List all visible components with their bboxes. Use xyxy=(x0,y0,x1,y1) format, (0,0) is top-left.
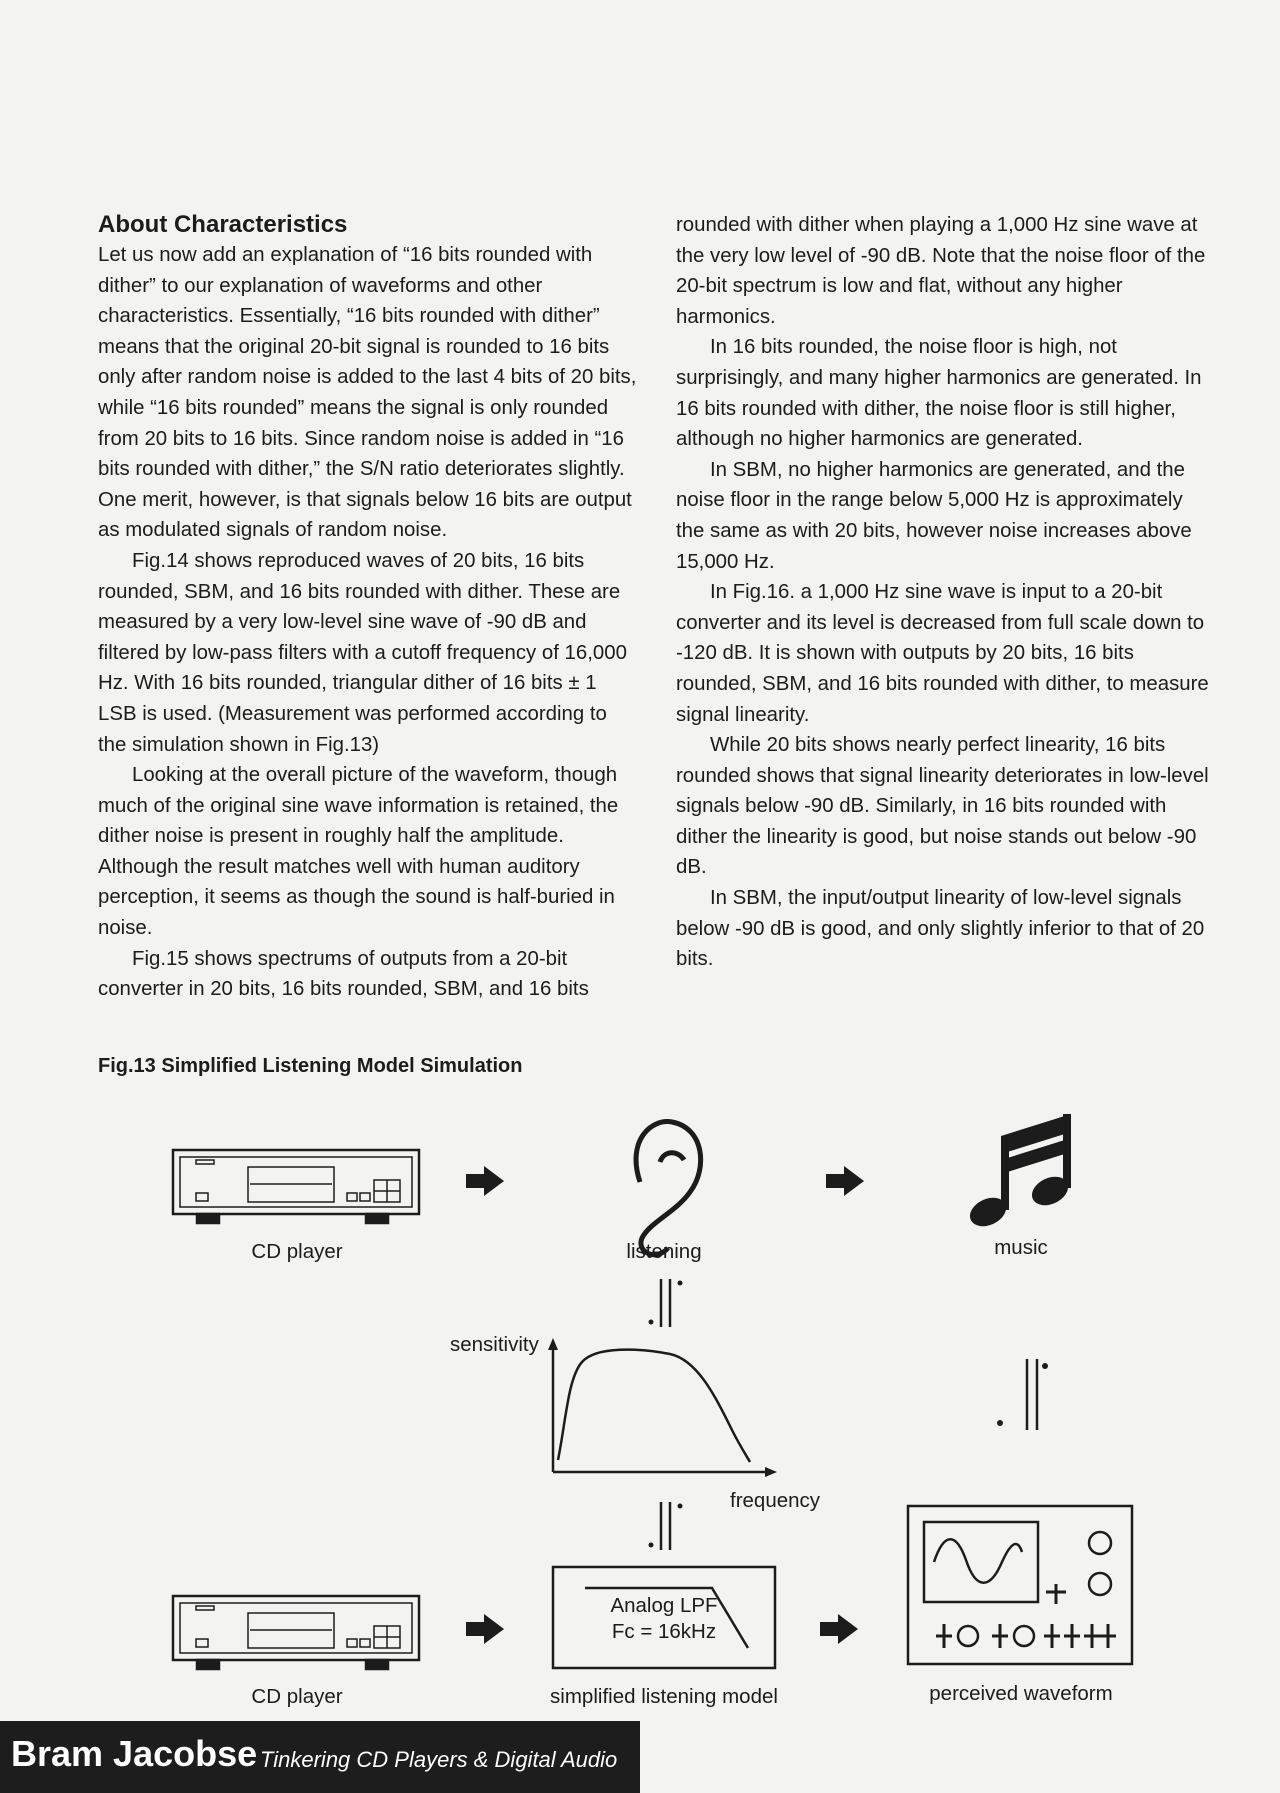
paragraph: While 20 bits shows nearly perfect linearity, 16 bits rounded shows that signal linearity deteriorates in low-level signals below -90 dB. Similarly, in 16 bits rounded with dither the linearity is good, but noise stands out below -90 dB. xyxy=(676,734,1209,879)
axis-arrow-icon xyxy=(548,1338,558,1350)
arrow-right-icon xyxy=(826,1166,864,1196)
cd-player-label: CD player xyxy=(251,1685,343,1708)
cd-player-icon xyxy=(173,1150,419,1223)
paragraph: Let us now add an explanation of “16 bits rounded with dither” to our explanation of waveforms and other characteristics. Essentially, “16 bits rounded with dither” means that the original 20-bit signal is rounded to 16 bits only after random noise is added to the last 4 bits of 20 bits, while “16 bits rounded” means the signal is only rounded from 20 bits to 16 bits. Since random noise is added in “16 bits rounded with dither,” the S/N ratio deteriorates slightly. One merit, however, is that signals below 16 bits are output as modulated signals of random noise. xyxy=(98,244,637,542)
paragraph: Fig.14 shows reproduced waves of 20 bits, 16 bits rounded, SBM, and 16 bits rounded with dither. These are measured by a very low-level sine wave of -90 dB and filtered by low-pass filters with a cutoff frequency of 16,000 Hz. With 16 bits rounded, triangular dither of 16 bits ± 1 LSB is used. (Measurement was performed according to the simulation shown in Fig.13) xyxy=(98,549,627,756)
paragraph: In SBM, the input/output linearity of low-level signals below -90 dB is good, and only slightly inferior to that of 20 bits. xyxy=(676,887,1205,971)
paragraph: Looking at the overall picture of the waveform, though much of the original sine wave information is retained, the dither noise is present in roughly half the amplitude. Although the result matches well with human auditory perception, it seems as though the sound is half-buried in noise. xyxy=(98,764,619,940)
music-label: music xyxy=(994,1236,1048,1259)
lpf-cutoff: Fc = 16kHz xyxy=(611,1620,717,1643)
paragraph: In Fig.16. a 1,000 Hz sine wave is input to a 20-bit converter and its level is decreased from full scale down to -120 dB. It is shown with outputs by 20 bits, 16 bits rounded, SBM, and 16 bits rounded with dither, to measure signal linearity. xyxy=(676,581,1209,726)
sensitivity-graph xyxy=(553,1345,770,1472)
figure-title: Fig.13 Simplified Listening Model Simulation xyxy=(98,1055,523,1077)
arrow-right-icon xyxy=(466,1166,504,1196)
sensitivity-label: sensitivity xyxy=(450,1333,539,1356)
paragraph: Fig.15 shows spectrums of outputs from a 20-bit converter in 20 bits, 16 bits rounded, SBM, and 16 bits xyxy=(98,947,589,1001)
arrow-right-icon xyxy=(466,1614,504,1644)
paragraph: rounded with dither when playing a 1,000 Hz sine wave at the very low level of -90 dB. Note that the noise floor of the 20-bit spectrum is low and flat, without any higher harmonics. xyxy=(676,214,1206,328)
cd-player-icon xyxy=(173,1596,419,1669)
arrow-right-icon xyxy=(820,1614,858,1644)
paragraph: In SBM, no higher harmonics are generated, and the noise floor in the range below 5,000 Hz is approximately the same as with 20 bits, however noise increases above 15,000 Hz. xyxy=(676,458,1192,573)
cd-player-label: CD player xyxy=(251,1240,343,1263)
section-heading: About Characteristics xyxy=(98,211,348,238)
book-title: Tinkering CD Players & Digital Audio xyxy=(260,1747,618,1772)
oscilloscope-icon xyxy=(908,1506,1132,1664)
music-note-icon xyxy=(965,1114,1072,1232)
perceived-waveform-label: perceived waveform xyxy=(929,1682,1113,1705)
lpf-text xyxy=(553,1593,775,1645)
author-name: Bram Jacobse xyxy=(11,1733,258,1774)
paragraph: In 16 bits rounded, the noise floor is high, not surprisingly, and many higher harmonics are generated. In 16 bits rounded with dither, the noise floor is still higher, although no higher harmonics are generated. xyxy=(676,336,1202,451)
footer-banner xyxy=(0,1721,640,1793)
axis-arrow-icon xyxy=(765,1467,777,1477)
lpf-label: Analog LPF xyxy=(610,1594,718,1617)
frequency-label: frequency xyxy=(730,1489,821,1512)
simplified-model-label: simplified listening model xyxy=(550,1685,778,1708)
equivalence-mark-icon xyxy=(661,1279,1037,1550)
ear-icon xyxy=(636,1122,701,1255)
listening-label: listening xyxy=(626,1240,702,1263)
